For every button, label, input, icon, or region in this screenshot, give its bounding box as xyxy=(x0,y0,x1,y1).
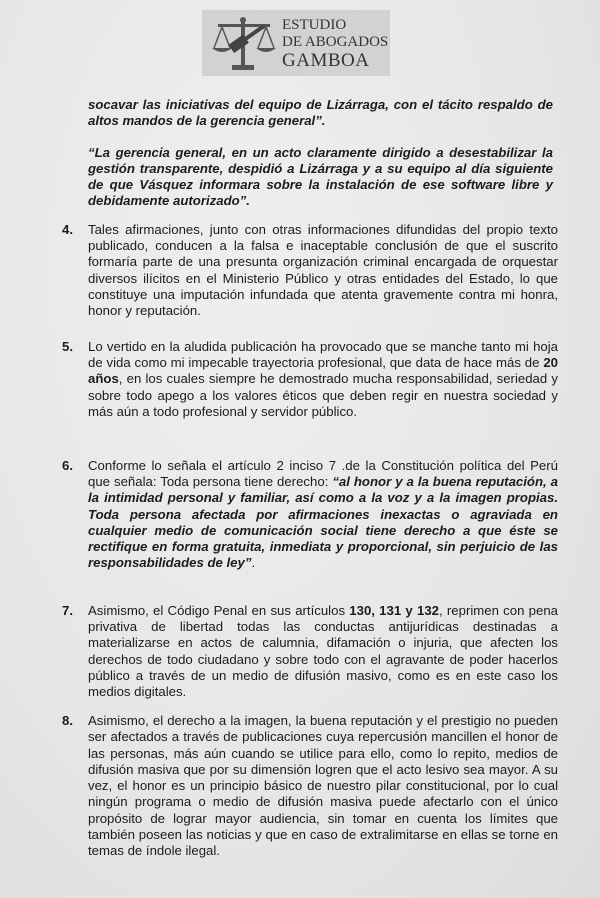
paragraph-number: 5. xyxy=(62,339,73,354)
text-segment: . xyxy=(251,555,256,571)
text-segment: Asimismo, el Código Penal en sus artículos xyxy=(88,603,350,618)
logo-text xyxy=(282,18,388,70)
emphasis-bold: 20 años xyxy=(88,355,558,387)
paragraph-number: 8. xyxy=(62,713,73,728)
paragraph-text: Asimismo, el derecho a la imagen, la buena reputación y el prestigio no pueden ser afectados a través de publicaciones cuya repercusión mancillen el honor de las personas, más aún cuando se utilice para ello, como lo repito, medios de difusión masiva que por su dimensión logren que el acto lesivo sea mayor. A su vez, el honor es un principio básico de nuestro pilar constitucional, por lo cual ningún programa o medio de difusión masiva puede afectarlo con el único propósito de lograr mayor audiencia, sin tomar en cuenta los límites que también poseen las noticias y que en caso de extralimitarse en ellas se torne en temas de índole ilegal. xyxy=(88,713,558,859)
numbered-paragraph-7 xyxy=(62,603,558,700)
logo-line-3: GAMBOA xyxy=(282,50,370,71)
emphasis-bold: 130, 131 y 132 xyxy=(349,603,439,618)
text-segment: , en los cuales siempre he demostrado mucha responsabilidad, seriedad y sobre todo apego a los valores éticos que deben regir en nuestra sociedad y más aún a todo profesional y servidor público. xyxy=(88,371,558,419)
numbered-paragraph-6 xyxy=(62,458,558,571)
text-segment: , reprimen con pena privativa de libertad todas las conductas antijurídicas destinadas a materializarse en actos de calumnia, difamación o injuria, que afecten los derechos de todo ciudadano y sobre todo con el agravante de poder hacerlos público a través de un medio de difusión masivo, como es en este caso los medios digitales. xyxy=(88,603,559,700)
paragraph-text xyxy=(88,603,558,700)
logo-line-2: DE ABOGADOS xyxy=(282,34,389,50)
numbered-paragraph-4 xyxy=(62,222,558,319)
numbered-paragraph-5 xyxy=(62,339,558,420)
text-segment: Lo vertido en la aludida publicación ha provocado que se manche tanto mi hoja de vida como mi impecable trayectoria profesional, que data de hace más de xyxy=(88,339,558,371)
quote-paragraph: “La gerencia general, en un acto claramente dirigido a desestabilizar la gestión transparente, despidió a Lizárraga y a su equipo al día siguiente de que Vásquez informara sobre la instalación de ese software libre y debidamente autorizado”. xyxy=(88,145,553,208)
scales-of-justice-icon xyxy=(210,16,278,72)
paragraph-text: Tales afirmaciones, junto con otras informaciones difundidas del propio texto publicado, conducen a la falsa e inaceptable conclusión de que el suscrito formaría parte de una presunta organización criminal encargada de orquestar diversos ilícitos en el Ministerio Público y otras entidades del Estado, lo que constituye una imputación infundada que atenta gravemente contra mi honra, honor y reputación. xyxy=(88,222,558,319)
law-firm-logo xyxy=(202,10,390,76)
logo-line-1: ESTUDIO xyxy=(282,17,347,33)
paragraph-text xyxy=(88,458,558,571)
quote-paragraph: socavar las iniciativas del equipo de Lizárraga, con el tácito respaldo de altos mandos de la gerencia general”. xyxy=(88,97,553,128)
paragraph-number: 4. xyxy=(62,222,73,237)
paragraph-number: 6. xyxy=(62,458,73,473)
text-segment: Conforme lo señala el artículo 2 inciso 7 .de la Constitución política del Perú que señala: Toda persona tiene derecho: xyxy=(88,458,558,490)
constitutional-quote: “al honor y a la buena reputación, a la intimidad personal y familiar, así como a la voz y a la imagen propias. Toda persona afectada por afirmaciones inexactas o agraviada en cualquier medio de comunicación social tiene derecho a que éste se rectifique en forma gratuita, inmediata y proporcional, sin perjuicio de las responsabilidades de ley” xyxy=(88,474,558,571)
paragraph-text xyxy=(88,339,558,420)
numbered-paragraph-8 xyxy=(62,713,558,860)
paragraph-number: 7. xyxy=(62,603,73,618)
